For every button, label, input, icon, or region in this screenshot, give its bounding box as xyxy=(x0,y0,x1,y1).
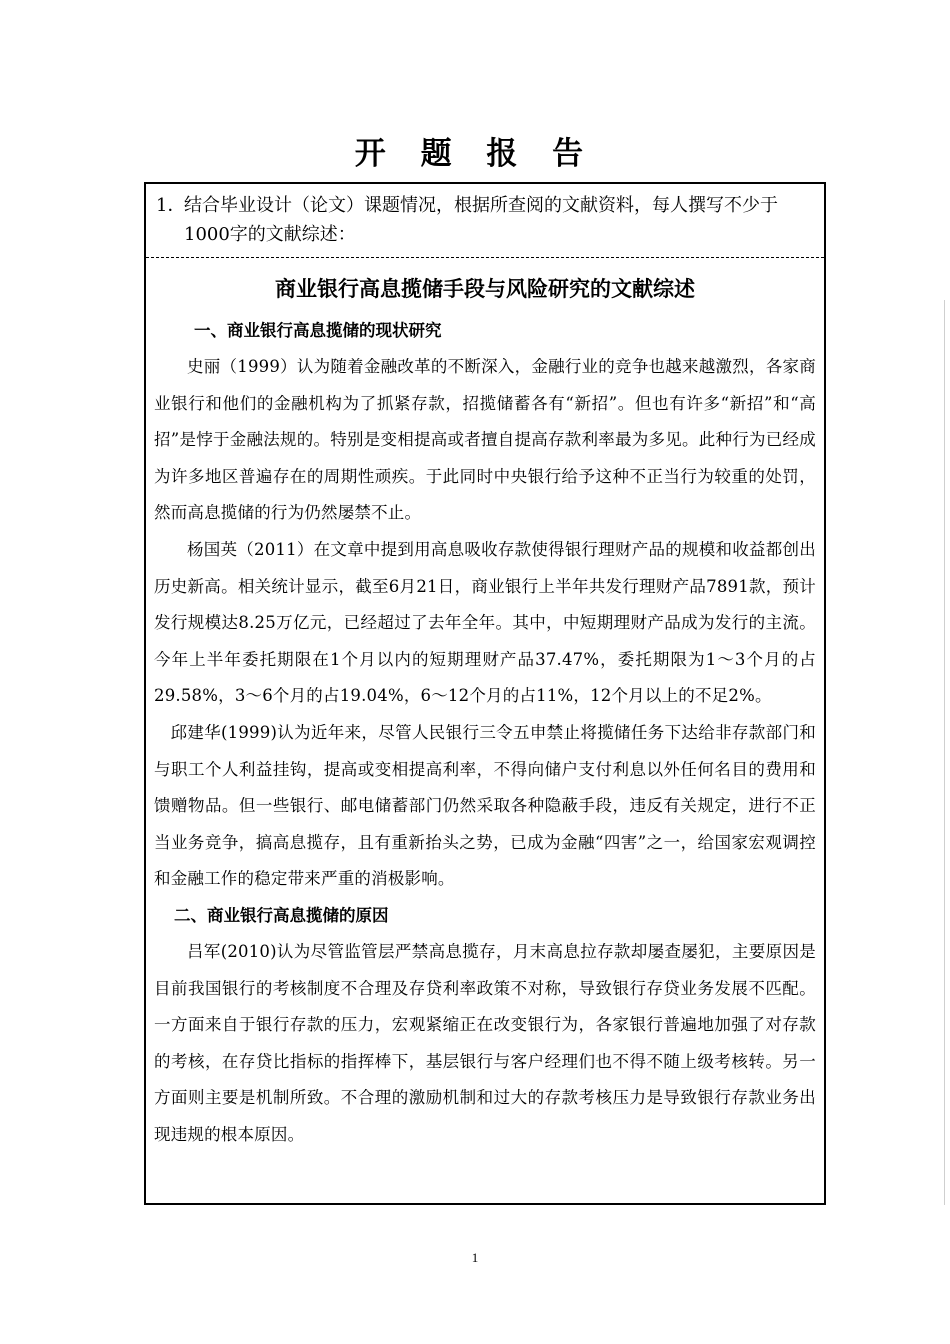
literature-review-body xyxy=(146,259,824,1153)
page-title: 开 题 报 告 xyxy=(354,136,596,172)
paragraph-shi-li: 史丽（1999）认为随着金融改革的不断深入，金融行业的竞争也越来越激烈，各家商业银行和他们的金融机构为了抓紧存款，招揽储蓄各有“新招”。但也有许多“新招”和“高招”是悖于金融法规的。特别是变相提高或者擅自提高存款利率最为多见。此种行为已经成为许多地区普遍存在的周期性顽疾。于此同时中央银行给予这种不正当行为较重的处罚，然而高息揽储的行为仍然屡禁不止。 xyxy=(154,357,816,523)
prompt-number: 1． xyxy=(156,195,186,216)
paragraph-yang-guoying: 杨国英（2011）在文章中提到用高息吸收存款使得银行理财产品的规模和收益都创出历史新高。相关统计显示，截至6月21日，商业银行上半年共发行理财产品7891款，预计发行规模达8.25万亿元，已经超过了去年全年。其中，中短期理财产品成为发行的主流。今年上半年委托期限在1个月以内的短期理财产品37.47%，委托期限为1～3个月的占29.58%，3～6个月的占19.04%，6～12个月的占11%，12个月以上的不足2%。 xyxy=(154,539,816,706)
section-heading-status: 一、商业银行高息揽储的现状研究 xyxy=(194,321,442,340)
report-table xyxy=(144,182,826,1205)
page-edge-line xyxy=(944,300,945,1205)
section-heading-causes: 二、商业银行高息揽储的原因 xyxy=(174,905,389,925)
prompt-text: 结合毕业设计（论文）课题情况，根据所查阅的文献资料，每人撰写不少于1000字的文献综述： xyxy=(184,195,778,245)
page-number: 1 xyxy=(471,1250,479,1265)
prompt-cell xyxy=(146,184,824,258)
paragraph-qiu-jianhua: 邱建华(1999)认为近年来，尽管人民银行三令五申禁止将揽储任务下达给非存款部门和与职工个人利益挂钩，提高或变相提高利率，不得向储户支付利息以外任何名目的费用和馈赠物品。但一些银行、邮电储蓄部门仍然采取各种隐蔽手段，违反有关规定，进行不正当业务竞争，搞高息揽存，且有重新抬头之势，已成为金融“四害”之一，给国家宏观调控和金融工作的稳定带来严重的消极影响。 xyxy=(154,722,816,889)
review-title: 商业银行高息揽储手段与风险研究的文献综述 xyxy=(275,277,695,301)
paragraph-lv-jun: 吕军(2010)认为尽管监管层严禁高息揽存，月末高息拉存款却屡查屡犯，主要原因是目前我国银行的考核制度不合理及存贷利率政策不对称，导致银行存贷业务发展不匹配。一方面来自于银行存款的压力，宏观紧缩正在改变银行为，各家银行普遍地加强了对存款的考核，在存贷比指标的指挥棒下，基层银行与客户经理们也不得不随上级考核转。另一方面则主要是机制所致。不合理的激励机制和过大的存款考核压力是导致银行存款业务出现违规的根本原因。 xyxy=(154,941,816,1144)
